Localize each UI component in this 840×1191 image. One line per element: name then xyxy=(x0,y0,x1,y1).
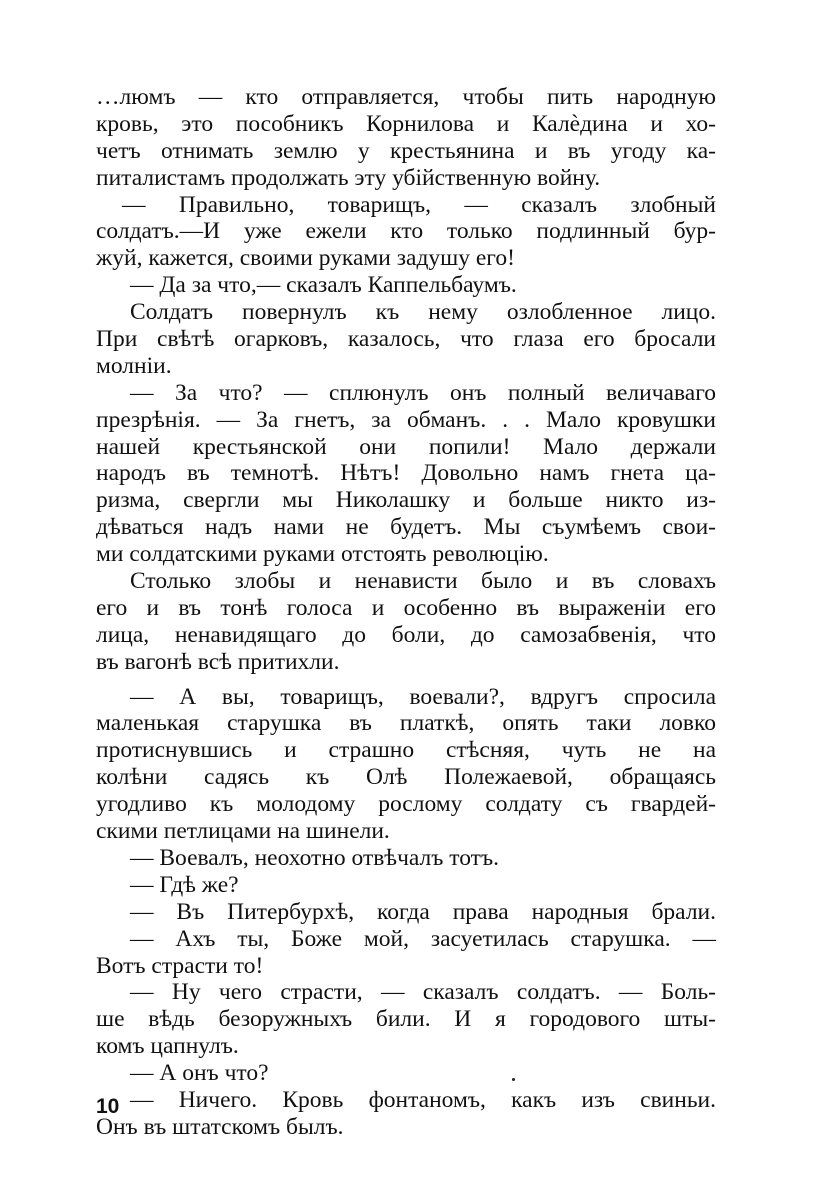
text-line: молніи. xyxy=(96,352,172,379)
text-line: — Въ Питербурхѣ, когда права народныя брали. xyxy=(130,898,716,925)
text-line: дѣваться надъ нами не будетъ. Мы съумѣемъ свои- xyxy=(96,514,716,541)
page-number: 10 xyxy=(96,1095,120,1118)
text-line: — А вы, товарищъ, воевали?, вдругъ спросила xyxy=(130,683,716,710)
text-line: протиснувшись и страшно стѣсняя, чуть не на xyxy=(96,737,716,764)
text-line: — Ну чего страсти, — сказалъ солдатъ. — Боль- xyxy=(130,979,716,1006)
text-line: — А онъ что? xyxy=(130,1060,269,1087)
text-line: — Ахъ ты, Боже мой, засуетилась старушка. — xyxy=(130,925,716,952)
text-line: угодливо къ молодому рослому солдату съ гвардей- xyxy=(96,791,716,818)
ink-speck xyxy=(512,1078,515,1081)
text-line: …люмъ — кто отправляется, чтобы пить народную xyxy=(96,84,716,110)
text-line: ми солдатскими руками отстоять революцію. xyxy=(96,541,549,568)
text-line: — Да за что,— сказалъ Каппельбаумъ. xyxy=(130,272,517,299)
text-line: четъ отнимать землю у крестьянина и въ угоду ка- xyxy=(96,137,716,164)
text-line: — Воевалъ, неохотно отвѣчалъ тотъ. xyxy=(130,844,499,871)
text-line: Вотъ страсти то! xyxy=(96,952,264,979)
text-line: питалистамъ продолжать эту убійственную войну. xyxy=(96,164,601,191)
text-line: солдатъ.—И уже ежели кто только подлинный бур- xyxy=(96,218,716,245)
text-line: кровь, это пособникъ Корнилова и Калѐдина и хо- xyxy=(96,110,716,137)
text-line: жуй, кажется, своими руками задушу его! xyxy=(96,245,515,272)
text-line: — Правильно, товарищъ, — сказалъ злобный xyxy=(122,191,716,218)
text-line: нашей крестьянской они попили! Мало держали xyxy=(96,433,716,460)
text-line: скими петлицами на шинели. xyxy=(96,818,390,845)
text-line: въ вагонѣ всѣ притихли. xyxy=(96,648,340,675)
text-line: комъ цапнулъ. xyxy=(96,1033,239,1060)
text-line: При свѣтѣ огарковъ, казалось, что глаза его бросали xyxy=(96,326,716,353)
text-line: — Гдѣ же? xyxy=(130,871,239,898)
text-line: ризма, свергли мы Николашку и больше никто из- xyxy=(96,487,716,514)
text-line: ше вѣдь безоружныхъ били. И я городового шты- xyxy=(96,1006,716,1033)
text-line: маленькая старушка въ платкѣ, опять таки ловко xyxy=(96,710,716,737)
text-line: — Ничего. Кровь фонтаномъ, какъ изъ свиньи. xyxy=(130,1086,716,1113)
text-line: колѣни садясь къ Олѣ Полежаевой, обращаясь xyxy=(96,764,716,791)
text-line: народъ въ темнотѣ. Нѣтъ! Довольно намъ гнета ца- xyxy=(96,460,716,487)
text-line: Столько злобы и ненависти было и въ словахъ xyxy=(130,568,716,595)
text-line: — За что? — сплюнулъ онъ полный величаваго xyxy=(130,379,716,406)
text-line: его и въ тонѣ голоса и особенно въ выраженіи его xyxy=(96,594,716,621)
text-line: презрѣнія. — За гнетъ, за обманъ. . . Мало кровушки xyxy=(96,406,716,433)
body-text xyxy=(96,84,716,1141)
text-line: лица, ненавидящаго до боли, до самозабвенія, что xyxy=(96,621,716,648)
text-line: Солдатъ повернулъ къ нему озлобленное лицо. xyxy=(130,299,716,326)
text-line: Онъ въ штатскомъ былъ. xyxy=(96,1113,344,1140)
